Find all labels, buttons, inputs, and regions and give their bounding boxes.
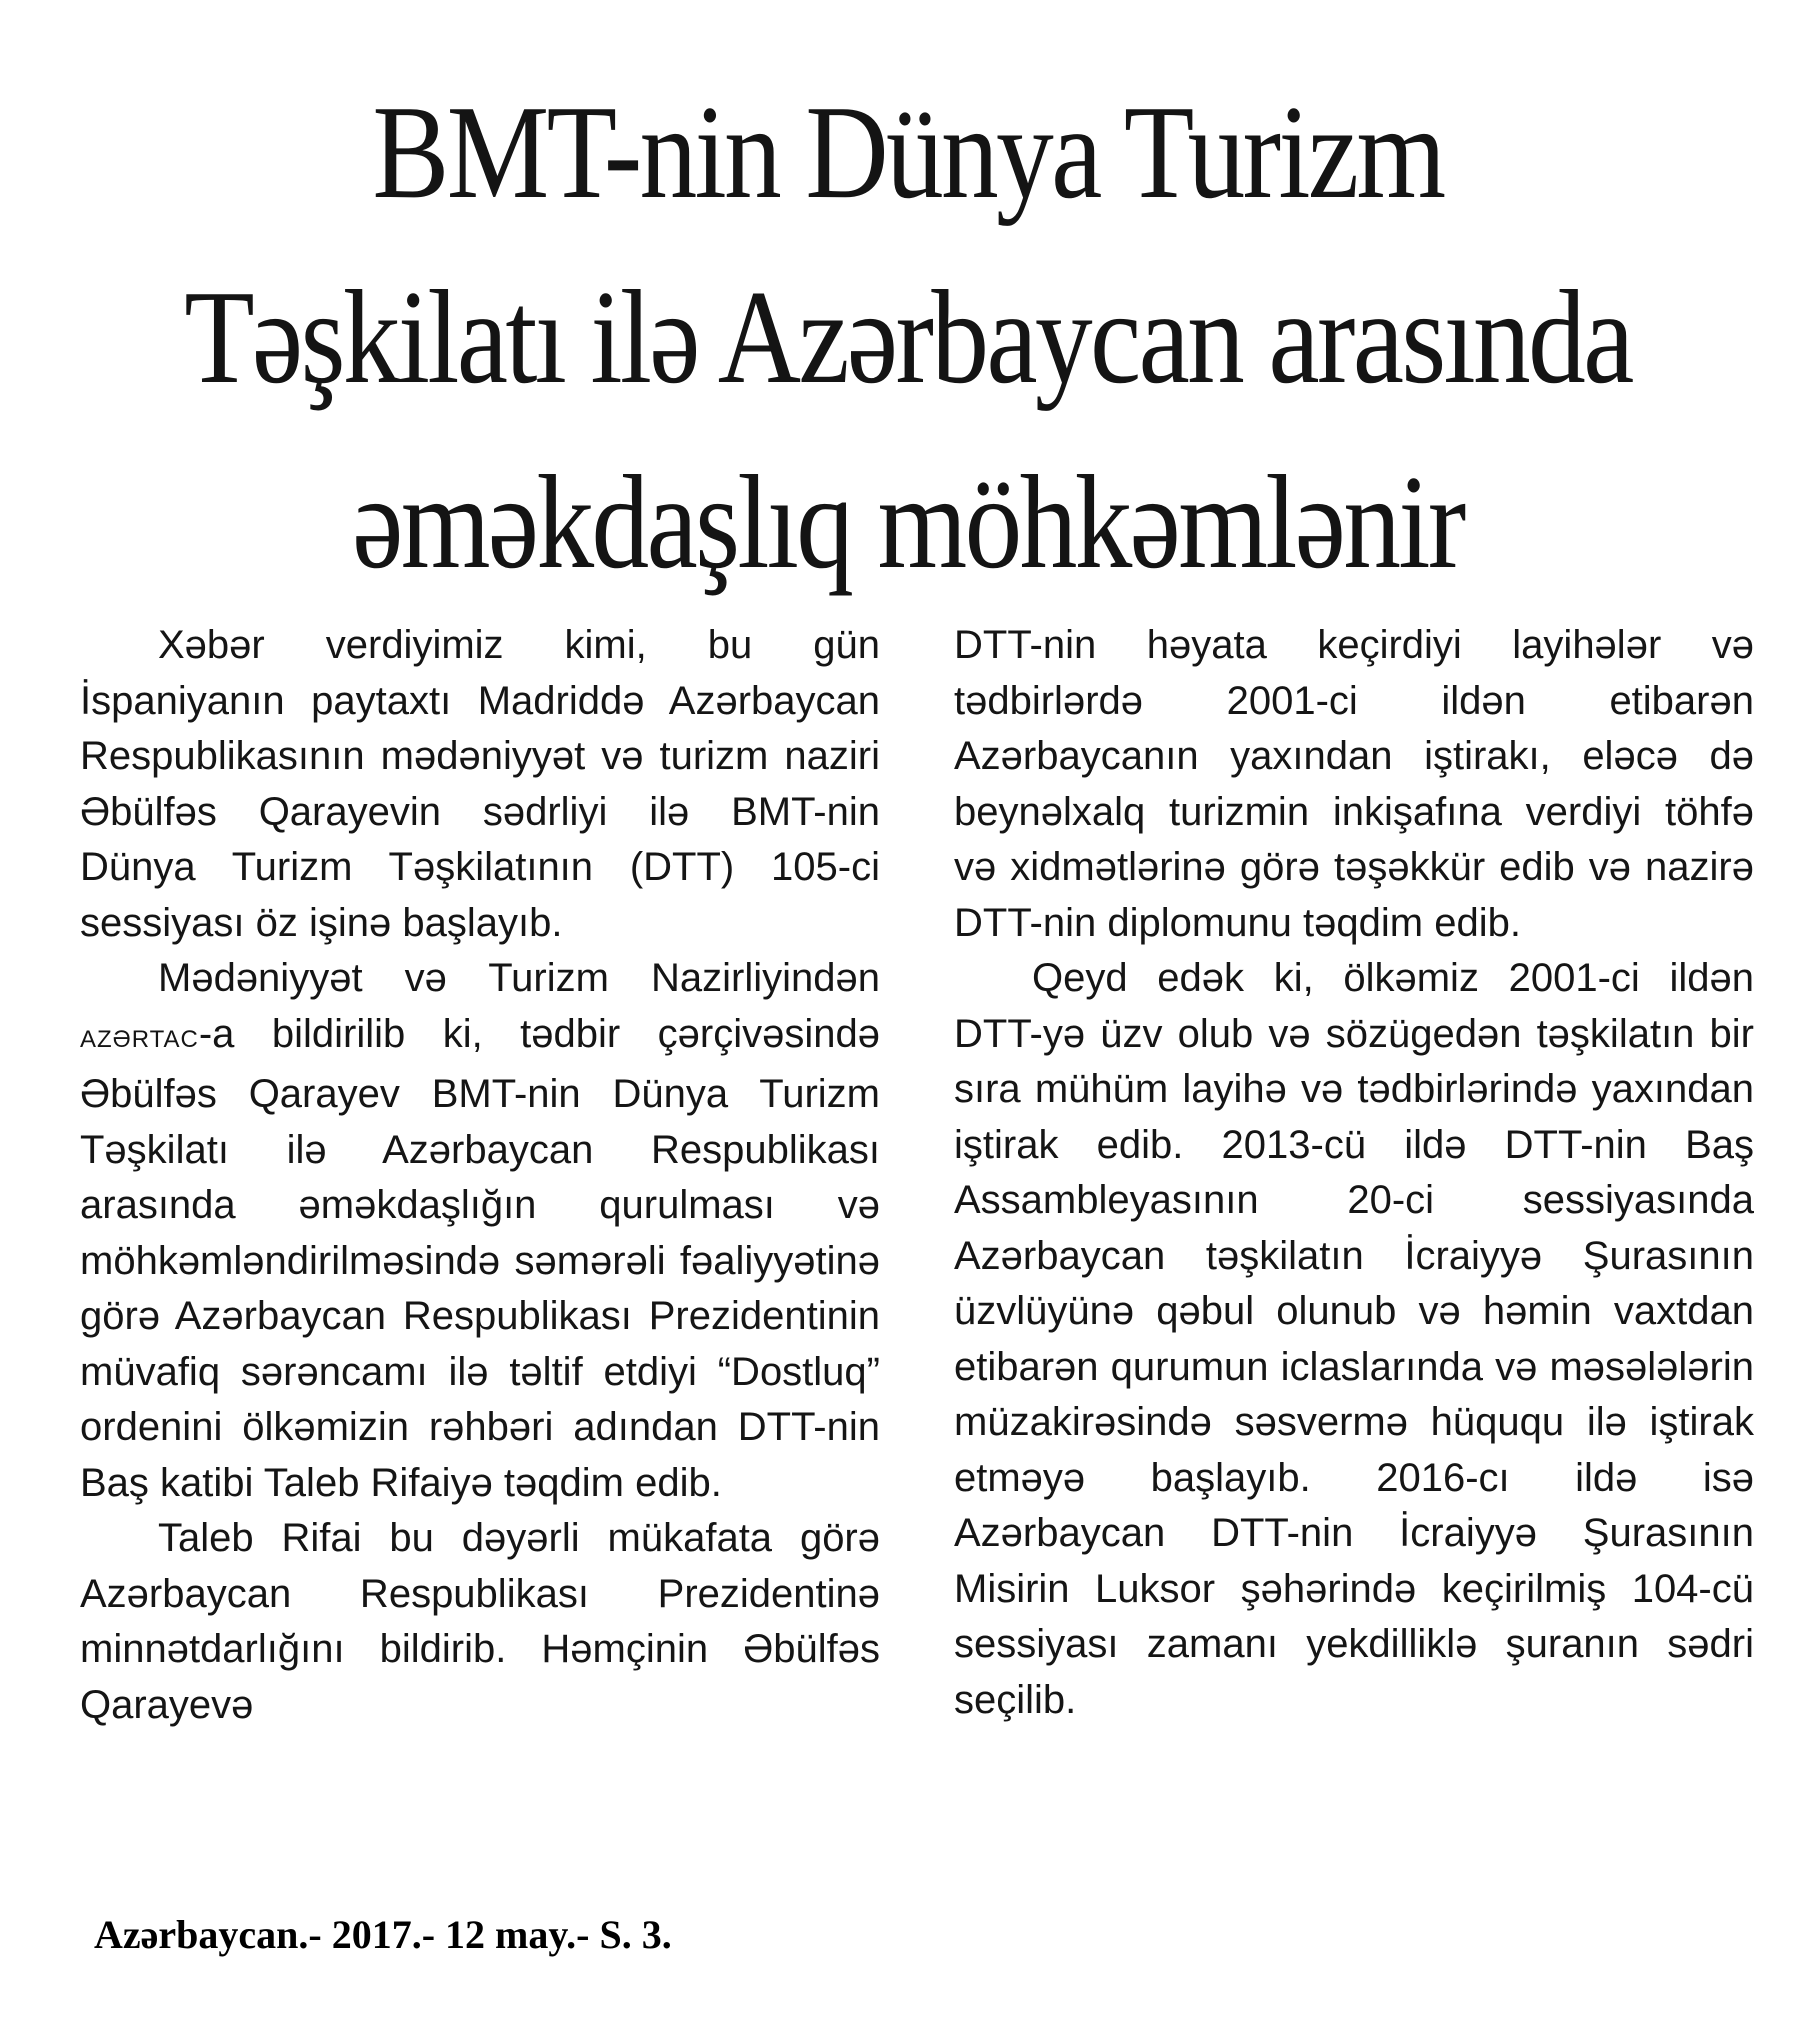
headline-line-3: əməkdaşlıq möhkəmlənir [352,448,1464,596]
article-column-right [954,618,1754,1728]
article-paragraph-1: Xəbər verdiyimiz kimi, bu gün İspaniyanın paytaxtı Madriddə Azərbaycan Respublikasının mədəniyyət və turizm naziri Əbülfəs Qarayevin sədrliyi ilə BMT-nin Dünya Turizm Təşkilatının (DTT) 105-ci sessiyası öz işinə başlayıb. [80,623,880,945]
article-paragraph-3: Taleb Rifai bu dəyərli mükafata görə Azərbaycan Respublikası Prezidentinə minnətdarlığını bildirib. Həmçinin Əbülfəs Qarayevə [80,1516,880,1727]
article-headline [127,60,1689,615]
paragraph-2-rest: -a bildirilib ki, tədbir çərçivəsində Əbülfəs Qarayev BMT-nin Dünya Turizm Təşkilatı ilə Azərbaycan Respublikası arasında əməkdaşlığın qurulması və möhkəmləndirilməsində səmərəli fəaliyyətinə görə Azərbaycan Respublikası Prezidentinin müvafiq sərəncamı ilə təltif etdiyi “Dostluq” ordenini ölkəmizin rəhbəri adından DTT-nin Baş katibi Taleb Rifaiyə təqdim edib. [80,1011,880,1505]
article-column-left [80,618,880,1733]
agency-name: AZƏRTAC [80,1025,199,1053]
headline-line-2: Təşkilatı ilə Azərbaycan arasında [184,263,1632,411]
source-citation: Azərbaycan.- 2017.- 12 may.- S. 3. [94,1912,672,1957]
article-paragraph-4: Qeyd edək ki, ölkəmiz 2001-ci ildən DTT-yə üzv olub və sözügedən təşkilatın bir sıra mühüm layihə və tədbirlərində yaxından iştirak edib. 2013-cü ildə DTT-nin Baş Assambleyasının 20-ci sessiyasında Azərbaycan təşkilatın İcraiyyə Şurasının üzvlüyünə qəbul olunub və həmin vaxtdan etibarən qurumun iclaslarında və məsələlərin müzakirəsində səsvermə hüququ ilə iştirak etməyə başlayıb. 2016-cı ildə isə Azərbaycan DTT-nin İcraiyyə Şurasının Misirin Luksor şəhərində keçirilmiş 104-cü sessiyası zamanı yekdilliklə şuranın sədri seçilib. [954,956,1754,1722]
article-paragraph-2 [80,951,880,1511]
article-paragraph-3-continued: DTT-nin həyata keçirdiyi layihələr və tədbirlərdə 2001-ci ildən etibarən Azərbaycanın yaxından iştirakı, eləcə də beynəlxalq turizmin inkişafına verdiyi töhfə və xidmətlərinə görə təşəkkür edib və nazirə DTT-nin diplomunu təqdim edib. [954,623,1754,945]
paragraph-2-start: Mədəniyyət və Turizm Nazirliyindən [158,956,880,1000]
headline-line-1: BMT-nin Dünya Turizm [372,78,1444,226]
